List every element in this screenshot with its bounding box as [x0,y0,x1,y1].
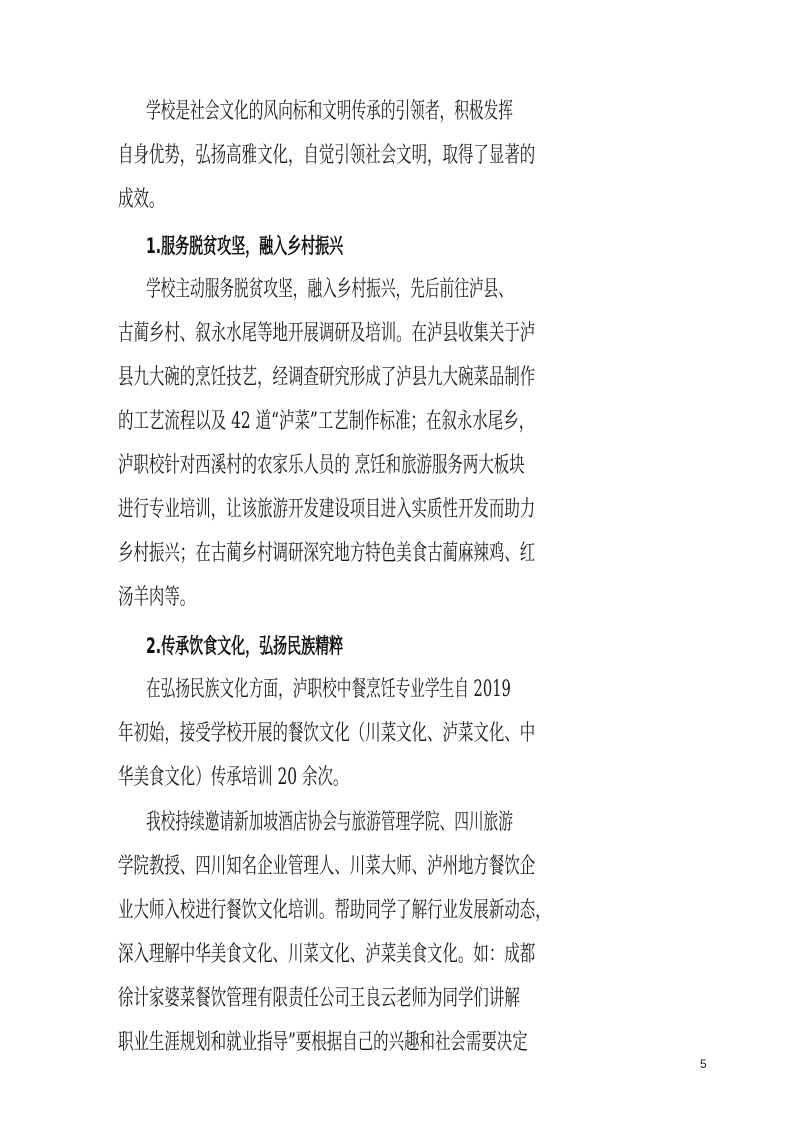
section2-p2-line-3: 业大师入校进行餐饮文化培训。帮助同学了解行业发展新动态， [118,898,551,923]
section1-line-8: 汤羊肉等。 [118,585,196,610]
section1-line-7: 乡村振兴；在古蔺乡村调研深究地方特色美食古蔺麻辣鸡、红 [118,541,536,566]
section1-line-2: 古蔺乡村、叙永水尾等地开展调研及培训。在泸县收集关于泸 [118,321,536,346]
section1-line-1: 学校主动服务脱贫攻坚，融入乡村振兴，先后前往泸县、 [146,277,513,302]
section2-p1-line-2: 年初始，接受学校开展的餐饮文化（川菜文化、泸菜文化、中 [118,721,536,746]
page-number: 5 [700,1057,707,1071]
intro-line-3: 成效。 [118,187,165,212]
section2-p2-line-6: 职业生涯规划和就业指导”要根据自己的兴趣和社会需要决定 [118,1030,528,1055]
intro-line-2: 自身优势，弘扬高雅文化，自觉引领社会文明，取得了显著的 [118,143,536,168]
section1-line-3: 县九大碗的烹饪技艺，经调查研究形成了泸县九大碗菜品制作 [118,365,536,390]
section1-line-6: 进行专业培训，让该旅游开发建设项目进入实质性开发而助力 [118,497,536,522]
section1-line-5: 泸职校针对西溪村的农家乐人员的 烹饪和旅游服务两大板块 [118,453,525,478]
section1-heading: 1.服务脱贫攻坚，融入乡村振兴 [146,234,344,258]
intro-line-1: 学校是社会文化的风向标和文明传承的引领者，积极发挥 [146,99,513,124]
section2-p1-line-1: 在弘扬民族文化方面，泸职校中餐烹饪专业学生自 2019 [146,677,511,702]
section2-heading: 2.传承饮食文化，弘扬民族精粹 [146,634,344,658]
section2-p1-line-3: 华美食文化）传承培训 20 余次。 [118,765,349,790]
section2-p2-line-5: 徐计家婆菜餐饮管理有限责任公司王良云老师为同学们讲解 [118,986,520,1011]
section2-p2-line-4: 深入理解中华美食文化、川菜文化、泸菜美食文化。如：成都 [118,942,536,967]
section2-p2-line-1: 我校持续邀请新加坡酒店协会与旅游管理学院、四川旅游 [146,810,513,835]
section1-line-4: 的工艺流程以及 42 道“泸菜”工艺制作标准；在叙永水尾乡， [118,409,535,434]
section2-p2-line-2: 学院教授、四川知名企业管理人、川菜大师、泸州地方餐饮企 [118,854,536,879]
